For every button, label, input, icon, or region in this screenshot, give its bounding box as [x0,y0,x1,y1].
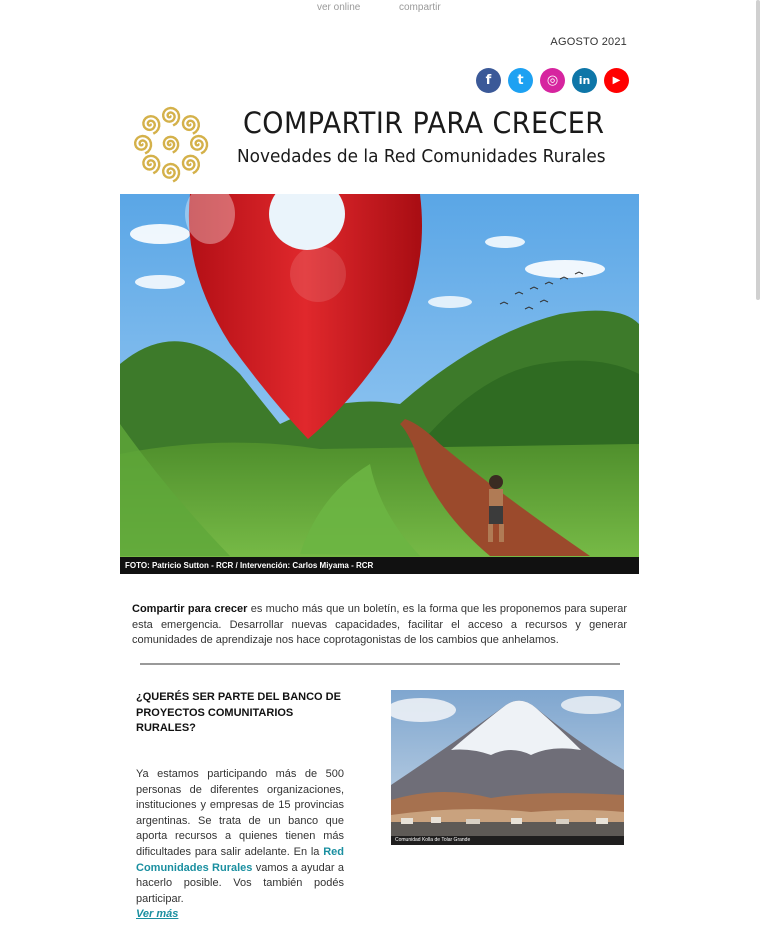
ver-mas-link[interactable]: Ver más [136,908,179,921]
hero-caption: FOTO: Patricio Sutton - RCR / Intervención: Carlos Miyama - RCR [120,557,639,574]
section-divider [140,663,620,665]
top-links [0,2,760,16]
newsletter-date: AGOSTO 2021 [550,36,627,48]
facebook-icon[interactable]: f [476,68,501,93]
mountain-caption: Comunidad Kolla de Tolar Grande [391,836,624,845]
red-comunidades-link[interactable]: Red Comunidades Rurales [136,845,344,874]
mountain-photo-illustration [391,690,624,845]
newsletter-header [120,100,640,190]
share-link[interactable]: compartir [399,2,441,13]
hero-photo-illustration [120,194,639,574]
mountain-image[interactable] [391,690,624,845]
youtube-icon[interactable]: ▶ [604,68,629,93]
social-links [476,68,629,93]
newsletter-subtitle: Novedades de la Red Comunidades Rurales [237,146,606,167]
section-body-text: Ya estamos participando más de 500 personas de diferentes organizaciones, instituciones y empresas de 15 provincias argentinas. Se trata de un banco que aporta recursos a quienes tienen más dificultades para salir adelante. En la [136,768,344,858]
instagram-icon[interactable]: ◎ [540,68,565,93]
intro-text: es mucho más que un boletín, es la forma que les proponemos para superar esta emergencia. Desarrollar nuevas capacidades, facilitar el acceso a recursos y generar comunidades de aprendizaje nos hace coprotagonistas de los cambios que anhelamos. [132,603,627,646]
newsletter-title: COMPARTIR PARA CRECER [243,106,605,140]
hero-image[interactable] [120,194,639,574]
intro-bold: Compartir para crecer [132,603,248,615]
section-title: ¿QUERÉS SER PARTE DEL BANCO DE PROYECTOS COMUNITARIOS RURALES? [136,691,341,734]
view-online-link[interactable]: ver online [317,2,361,13]
section-body-text-end: vamos a ayudar a hacerlo posible. Vos también podés participar. [136,861,345,905]
linkedin-icon[interactable]: in [572,68,597,93]
scrollbar[interactable] [756,0,760,300]
section-body [136,767,344,923]
intro-paragraph [132,602,627,649]
sun-spiral-logo [128,102,212,186]
twitter-icon[interactable]: t [508,68,533,93]
